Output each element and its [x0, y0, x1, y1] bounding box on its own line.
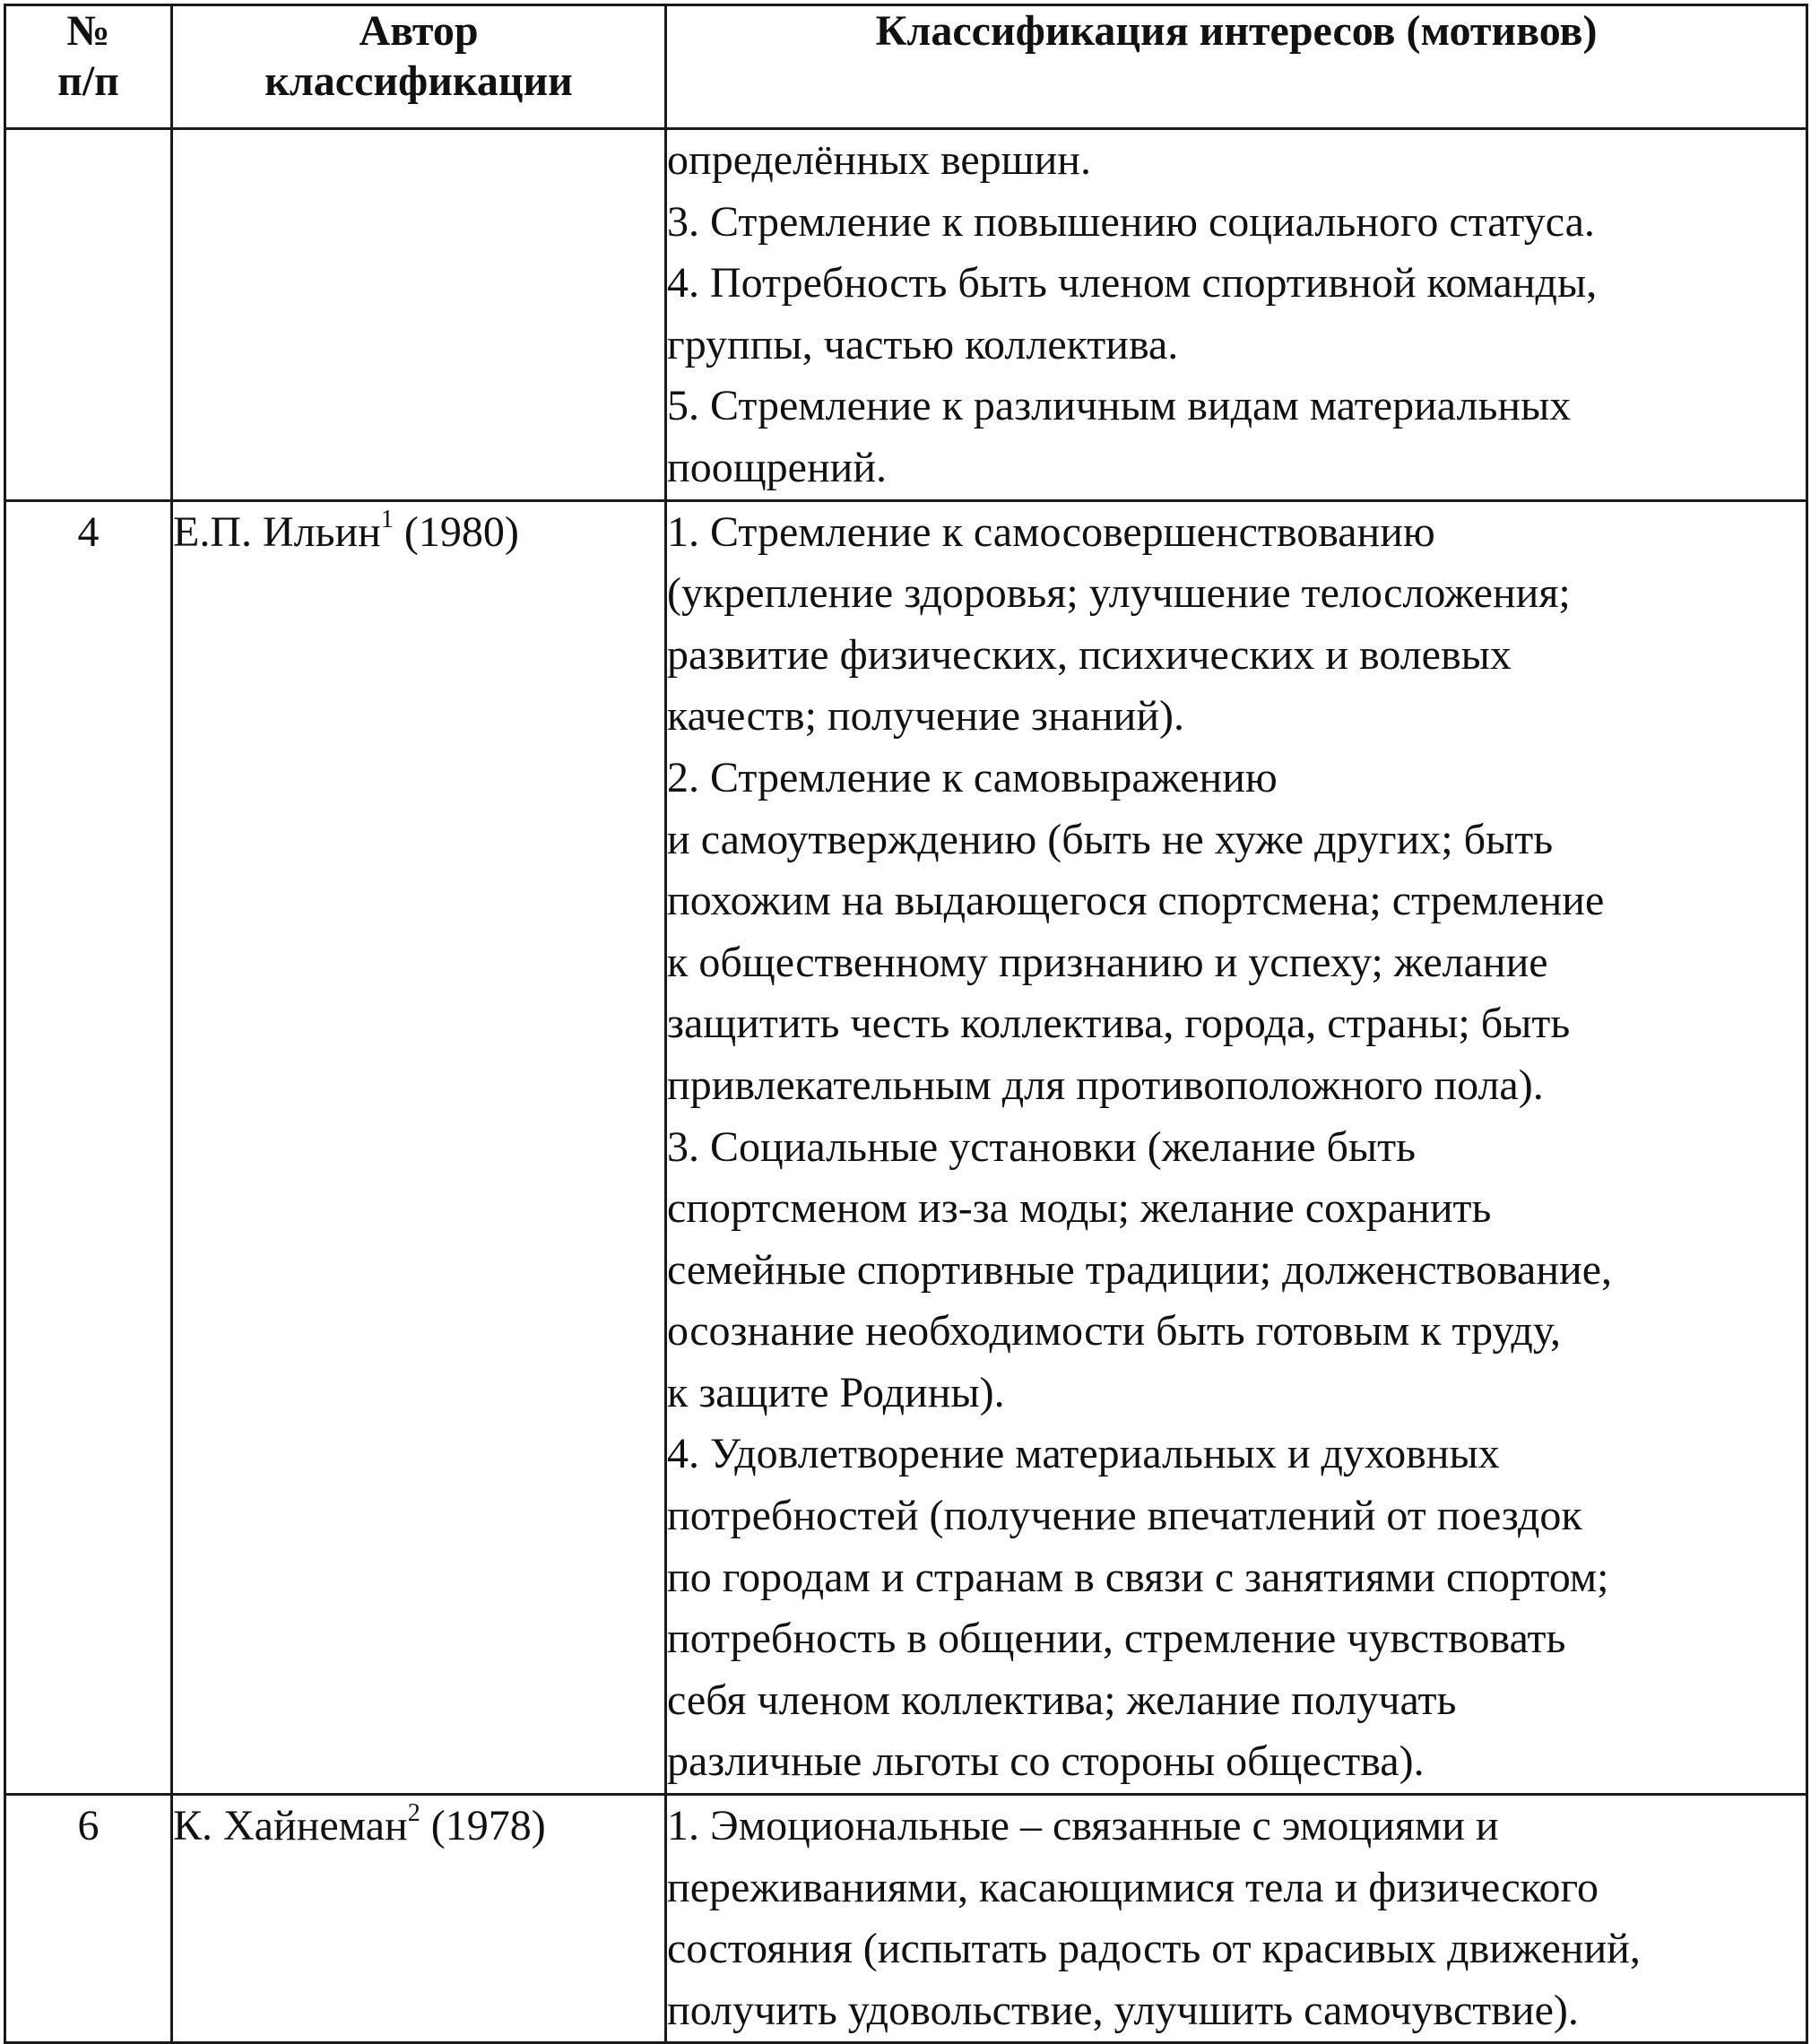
- header-number: [5, 5, 172, 129]
- classification-line: спортсменом из-за моды; желание сохранить: [667, 1184, 1492, 1233]
- header-author-line1: Автор: [359, 7, 479, 55]
- row-author: [172, 1795, 666, 2043]
- author-name: Е.П. Ильин: [173, 507, 381, 556]
- classification-line: потребностей (получение впечатлений от поездок: [667, 1492, 1582, 1540]
- header-classification: [666, 5, 1807, 129]
- classification-line: определённых вершин.: [667, 136, 1091, 184]
- row-number: 4: [5, 500, 172, 1794]
- header-number-line1: №: [66, 7, 110, 55]
- table-body: [5, 129, 1807, 2043]
- author-footnote-ref: 1: [380, 505, 394, 533]
- classification-line: к защите Родины).: [667, 1368, 1005, 1416]
- classification-line: к общественному признанию и успеху; желание: [667, 938, 1548, 986]
- row-classification: [666, 500, 1807, 1794]
- classification-line: 3. Стремление к повышению социального статуса.: [667, 197, 1595, 246]
- row-classification: [666, 129, 1807, 501]
- classification-line: переживаниями, касающимися тела и физического: [667, 1863, 1599, 1911]
- author-year: (1980): [393, 507, 519, 556]
- row-author: [172, 500, 666, 1794]
- classification-line: привлекательным для противоположного пола).: [667, 1061, 1544, 1109]
- author-name: К. Хайнеман: [173, 1802, 408, 1850]
- header-classification-title: Классификация интересов (мотивов): [875, 7, 1598, 55]
- classification-line: семейные спортивные традиции; долженствование,: [667, 1245, 1613, 1294]
- classification-line: (укрепление здоровья; улучшение телосложения;: [667, 569, 1571, 618]
- header-number-line2: п/п: [57, 57, 119, 105]
- author-footnote-ref: 2: [407, 1799, 420, 1828]
- classification-line: по городам и странам в связи с занятиями спортом;: [667, 1553, 1609, 1601]
- classification-line: 1. Стремление к самосовершенствованию: [667, 507, 1435, 556]
- classification-line: и самоутверждению (быть не хуже других; быть: [667, 815, 1554, 863]
- header-author: [172, 5, 666, 129]
- classification-line: 1. Эмоциональные – связанные с эмоциями и: [667, 1802, 1499, 1850]
- row-number: [5, 129, 172, 501]
- row-classification: [666, 1795, 1807, 2043]
- header-author-line2: классификации: [264, 57, 573, 105]
- row-number: 6: [5, 1795, 172, 2043]
- classification-line: поощрений.: [667, 443, 888, 491]
- classification-line: 3. Социальные установки (желание быть: [667, 1122, 1417, 1171]
- classification-line: различные льготы со стороны общества).: [667, 1737, 1425, 1786]
- classification-line: осознание необходимости быть готовым к труду,: [667, 1307, 1562, 1355]
- classification-line: 2. Стремление к самовыражению: [667, 753, 1278, 801]
- classification-line: 4. Удовлетворение материальных и духовных: [667, 1430, 1500, 1478]
- classification-table: [4, 4, 1808, 2044]
- classification-line: получить удовольствие, улучшить самочувствие).: [667, 1986, 1579, 2034]
- classification-line: себя членом коллектива; желание получать: [667, 1676, 1457, 1724]
- classification-line: потребность в общении, стремление чувствовать: [667, 1615, 1566, 1663]
- classification-line: 4. Потребность быть членом спортивной команды,: [667, 259, 1598, 307]
- table-row: [5, 500, 1807, 1794]
- classification-line: качеств; получение знаний).: [667, 692, 1185, 741]
- classification-line: группы, частью коллектива.: [667, 320, 1179, 368]
- author-year: (1978): [420, 1802, 546, 1850]
- classification-line: защитить честь коллектива, города, страны; быть: [667, 1000, 1571, 1048]
- classification-line: развитие физических, психических и волевых: [667, 630, 1512, 679]
- classification-line: похожим на выдающегося спортсмена; стремление: [667, 877, 1605, 925]
- classification-line: состояния (испытать радость от красивых движений,: [667, 1925, 1641, 1973]
- table-row: [5, 1795, 1807, 2043]
- table-header-row: [5, 5, 1807, 129]
- table-row: [5, 129, 1807, 501]
- row-author: [172, 129, 666, 501]
- classification-line: 5. Стремление к различным видам материальных: [667, 382, 1572, 430]
